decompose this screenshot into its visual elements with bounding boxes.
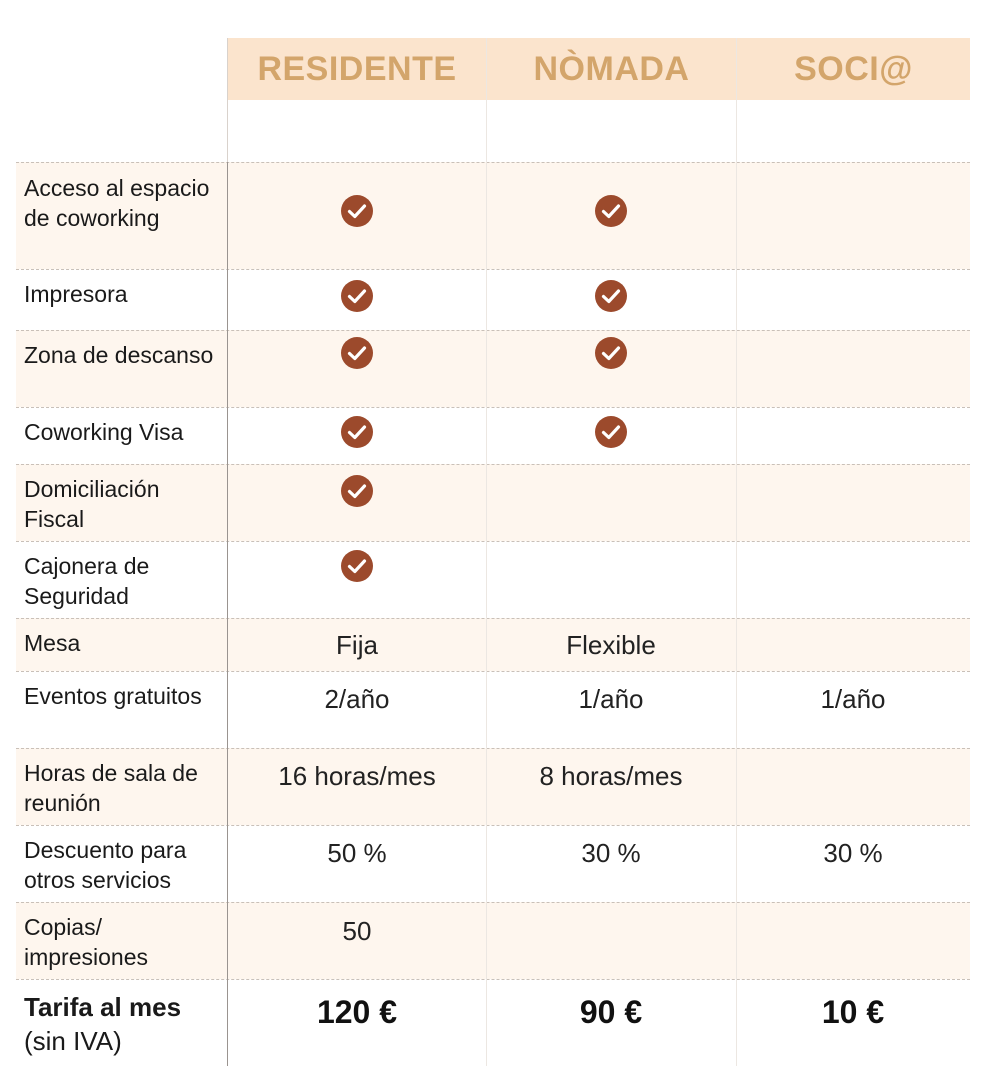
row-separator [16,269,970,270]
row-separator [16,825,970,826]
row-separator [16,979,970,980]
feature-label: Acceso al espacio de coworking [24,175,210,231]
check-circle-icon [340,474,374,508]
column-divider [486,38,487,1066]
check-circle-icon [594,279,628,313]
row-separator [16,541,970,542]
plan-value-residente: 16 horas/mes [278,761,436,791]
row-separator [16,464,970,465]
feature-label: Eventos gratuitos [24,683,202,709]
plan-header-nomada: NÒMADA [487,38,736,100]
feature-label: Coworking Visa [24,419,184,445]
feature-label: Zona de descanso [24,342,214,368]
plan-value-residente: 2/año [324,684,390,714]
row-separator [16,330,970,331]
feature-label: Domiciliación Fiscal [24,476,160,532]
feature-label: Copias/ impresiones [24,914,148,970]
plan-value-residente: 50 % [327,838,387,868]
check-circle-icon [594,336,628,370]
check-circle-icon [340,279,374,313]
total-price-socio: 10 € [821,994,885,1030]
row-separator [16,671,970,672]
check-circle-icon [594,415,628,449]
feature-label: Mesa [24,630,81,656]
check-circle-icon [340,549,374,583]
plan-value-nomada: 8 horas/mes [539,761,683,791]
label-column-divider [227,162,228,1066]
row-separator [16,902,970,903]
feature-label: Horas de sala de reunión [24,760,198,816]
plan-value-nomada: 30 % [581,838,641,868]
plan-value-nomada: 1/año [578,684,644,714]
column-divider [736,38,737,1066]
feature-label: Descuento para otros servicios [24,837,187,893]
feature-label: Cajonera de Seguridad [24,553,150,609]
plan-value-nomada: Flexible [566,630,656,660]
total-price-nomada: 90 € [579,994,643,1030]
row-separator [16,618,970,619]
check-circle-icon [340,194,374,228]
plan-value-socio: 1/año [820,684,886,714]
check-circle-icon [340,336,374,370]
total-label-main: Tarifa al mes [24,992,182,1022]
plan-header-socio: SOCI@ [737,38,970,100]
total-label-sub: (sin IVA) [24,1026,122,1056]
check-circle-icon [340,415,374,449]
row-separator [16,407,970,408]
plan-header-residente: RESIDENTE [228,38,486,100]
plan-value-residente: Fija [336,630,378,660]
plan-value-socio: 30 % [823,838,883,868]
plan-value-residente: 50 [342,916,372,946]
check-circle-icon [594,194,628,228]
total-label [24,990,229,1058]
row-separator [16,162,970,163]
total-price-residente: 120 € [316,994,398,1030]
feature-label: Impresora [24,281,128,307]
row-separator [16,748,970,749]
